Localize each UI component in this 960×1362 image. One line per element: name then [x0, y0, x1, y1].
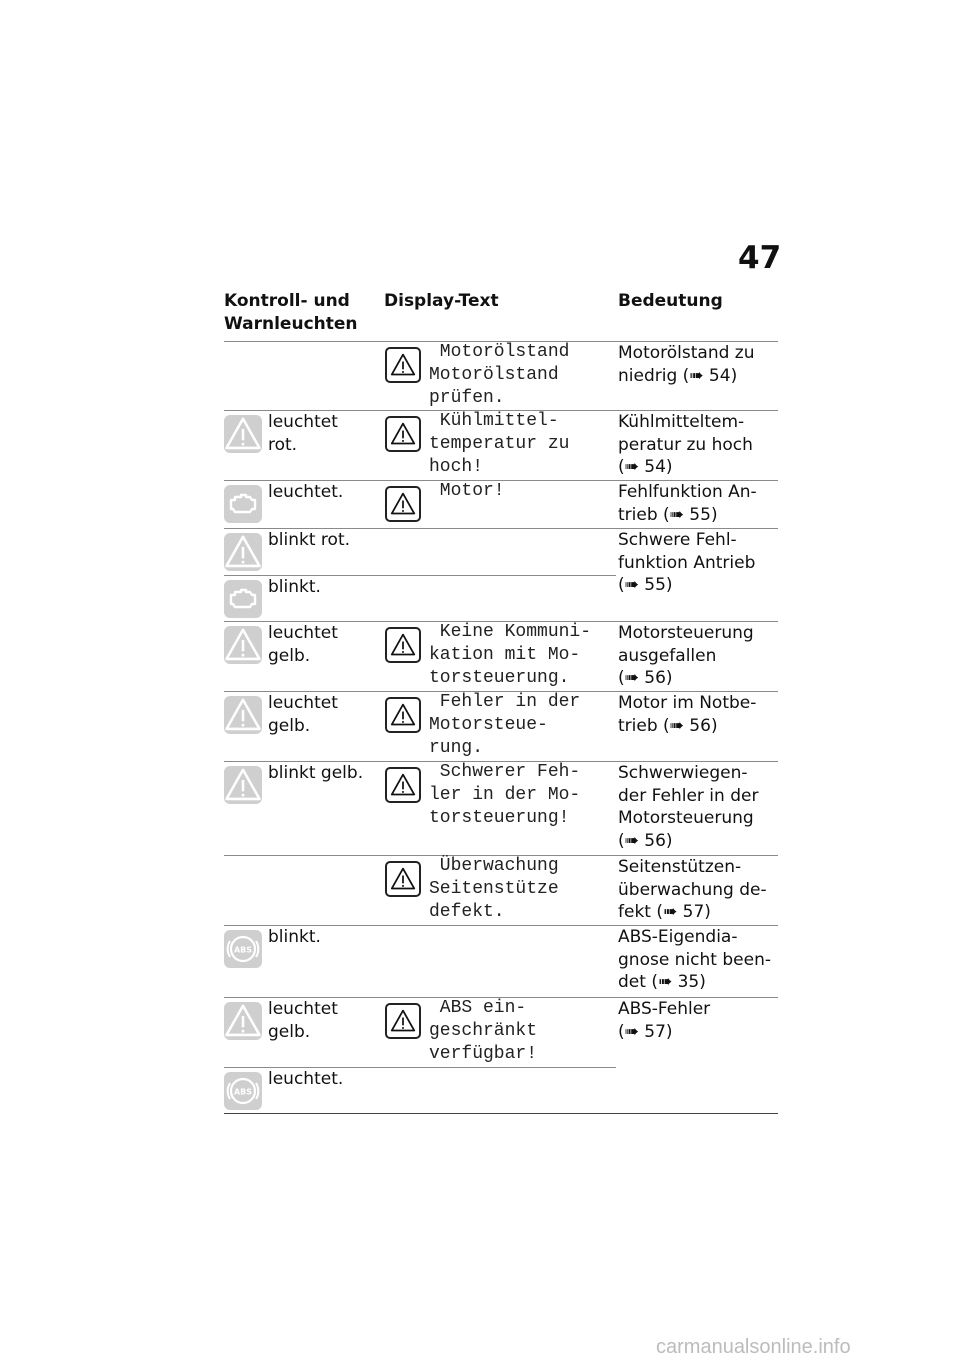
display-line: defekt.: [429, 902, 505, 922]
display-text: [429, 341, 569, 410]
meaning-line: (➠ 57): [618, 1021, 673, 1042]
status-line: blinkt rot.: [268, 530, 351, 550]
warning-triangle-icon: [385, 1003, 421, 1039]
status-text: [268, 762, 363, 785]
meaning-line: niedrig (➠ 54): [618, 365, 738, 386]
abs-icon: [224, 930, 262, 968]
display-text: [429, 691, 580, 760]
status-text: [268, 998, 338, 1043]
engine-icon: [224, 580, 262, 618]
warning-triangle-icon: [224, 626, 262, 664]
status-text: [268, 926, 321, 949]
status-text: [268, 1068, 343, 1091]
meaning-line: gnose nicht been-: [618, 949, 771, 970]
meaning-text: [618, 342, 754, 387]
meaning-line: ausgefallen: [618, 645, 717, 666]
meaning-line: trieb (➠ 55): [618, 504, 718, 525]
meaning-text: [618, 622, 754, 690]
meaning-line: der Fehler in der: [618, 785, 759, 806]
status-line: leuchtet.: [268, 482, 344, 502]
status-line: blinkt.: [268, 577, 321, 597]
status-line: leuchtet: [268, 693, 338, 713]
warning-triangle-icon: [224, 766, 262, 804]
svg-text:ABS: ABS: [233, 945, 253, 955]
status-text: [268, 411, 338, 456]
display-line: Überwachung: [429, 856, 559, 876]
status-line: rot.: [268, 434, 298, 455]
status-line: leuchtet: [268, 412, 338, 432]
abs-icon: [224, 1072, 262, 1110]
meaning-line: (➠ 56): [618, 668, 673, 688]
warning-triangle-icon: [385, 627, 421, 663]
meaning-line: funktion Antrieb: [618, 552, 756, 573]
status-line: blinkt gelb.: [268, 763, 364, 783]
display-text: [429, 621, 591, 690]
svg-text:ABS: ABS: [233, 1087, 253, 1097]
display-text: [429, 410, 569, 479]
meaning-line: ABS-Fehler: [618, 999, 711, 1019]
warning-triangle-icon: [224, 415, 262, 453]
display-line: Keine Kommuni-: [429, 622, 592, 642]
header-col1-line2: Warnleuchten: [224, 314, 358, 334]
meaning-line: Seitenstützen-: [618, 857, 742, 877]
header-meaning: Bedeutung: [618, 291, 723, 311]
warning-triangle-icon: [385, 697, 421, 733]
meaning-line: peratur zu hoch: [618, 434, 753, 455]
meaning-line: überwachung de-: [618, 879, 767, 900]
warning-triangle-icon: [224, 533, 262, 571]
status-line: leuchtet.: [268, 1069, 344, 1089]
meaning-text: [618, 998, 710, 1043]
meaning-line: Schwerwiegen-: [618, 763, 748, 783]
meaning-line: fekt (➠ 57): [618, 902, 711, 922]
display-line: torsteuerung!: [429, 808, 570, 828]
header-display-text: Display-Text: [384, 291, 499, 311]
meaning-text: [618, 529, 755, 597]
meaning-line: Kühlmitteltem-: [618, 412, 745, 432]
status-line: gelb.: [268, 715, 311, 736]
meaning-line: Motor im Notbe-: [618, 693, 757, 713]
meaning-text: [618, 856, 767, 924]
display-line: Motorsteue-: [429, 715, 548, 735]
display-text: [429, 997, 537, 1066]
display-text: [429, 761, 580, 830]
display-line: temperatur zu: [429, 434, 570, 454]
display-line: Motorölstand: [429, 342, 570, 362]
display-line: kation mit Mo-: [429, 645, 581, 665]
display-line: Schwerer Feh-: [429, 762, 581, 782]
header-warning-lights: [224, 290, 358, 336]
meaning-line: Schwere Fehl-: [618, 530, 737, 550]
meaning-line: (➠ 55): [618, 575, 673, 595]
display-line: geschränkt: [429, 1021, 538, 1041]
status-text: [268, 622, 338, 667]
display-line: prüfen.: [429, 388, 505, 408]
status-line: blinkt.: [268, 927, 321, 947]
warning-triangle-icon: [385, 486, 421, 522]
display-line: verfügbar!: [429, 1044, 538, 1064]
display-line: torsteuerung.: [429, 668, 570, 688]
status-text: [268, 576, 321, 599]
warning-triangle-icon: [385, 347, 421, 383]
display-line: Kühlmittel-: [429, 411, 559, 431]
warning-triangle-icon: [385, 861, 421, 897]
display-line: hoch!: [429, 457, 484, 477]
status-line: leuchtet: [268, 623, 338, 643]
display-line: ler in der Mo-: [429, 785, 581, 805]
meaning-line: Fehlfunktion An-: [618, 482, 757, 502]
watermark: carmanualsonline.info: [656, 1336, 851, 1358]
warning-triangle-icon: [385, 767, 421, 803]
display-line: Fehler in der: [429, 692, 581, 712]
status-text: [268, 692, 338, 737]
meaning-line: Motorsteuerung: [618, 808, 754, 828]
warning-triangle-icon: [224, 1002, 262, 1040]
meaning-line: Motorsteuerung: [618, 623, 754, 643]
meaning-line: trieb (➠ 56): [618, 715, 718, 736]
header-col1-line1: Kontroll- und: [224, 291, 350, 311]
meaning-line: (➠ 56): [618, 830, 673, 851]
page-number: 47: [738, 240, 782, 276]
display-line: Motorölstand: [429, 365, 559, 385]
meaning-line: det (➠ 35): [618, 972, 706, 992]
warning-triangle-icon: [385, 416, 421, 452]
meaning-text: [618, 411, 753, 479]
display-line: Seitenstütze: [429, 879, 559, 899]
meaning-line: Motorölstand zu: [618, 343, 755, 363]
status-line: gelb.: [268, 645, 311, 666]
display-line: ABS ein-: [429, 998, 527, 1018]
display-text: [429, 480, 505, 503]
meaning-text: [618, 762, 758, 852]
meaning-text: [618, 481, 757, 526]
status-line: leuchtet: [268, 999, 338, 1019]
meaning-text: [618, 692, 756, 737]
status-text: [268, 481, 343, 504]
display-line: rung.: [429, 738, 484, 758]
status-text: [268, 529, 350, 552]
display-line: Motor!: [429, 481, 505, 501]
status-line: gelb.: [268, 1021, 311, 1042]
meaning-text: [618, 926, 771, 994]
display-text: [429, 855, 559, 924]
engine-icon: [224, 485, 262, 523]
meaning-line: (➠ 54): [618, 457, 673, 477]
warning-triangle-icon: [224, 696, 262, 734]
meaning-line: ABS-Eigendia-: [618, 927, 738, 947]
row-divider: [224, 1113, 778, 1114]
